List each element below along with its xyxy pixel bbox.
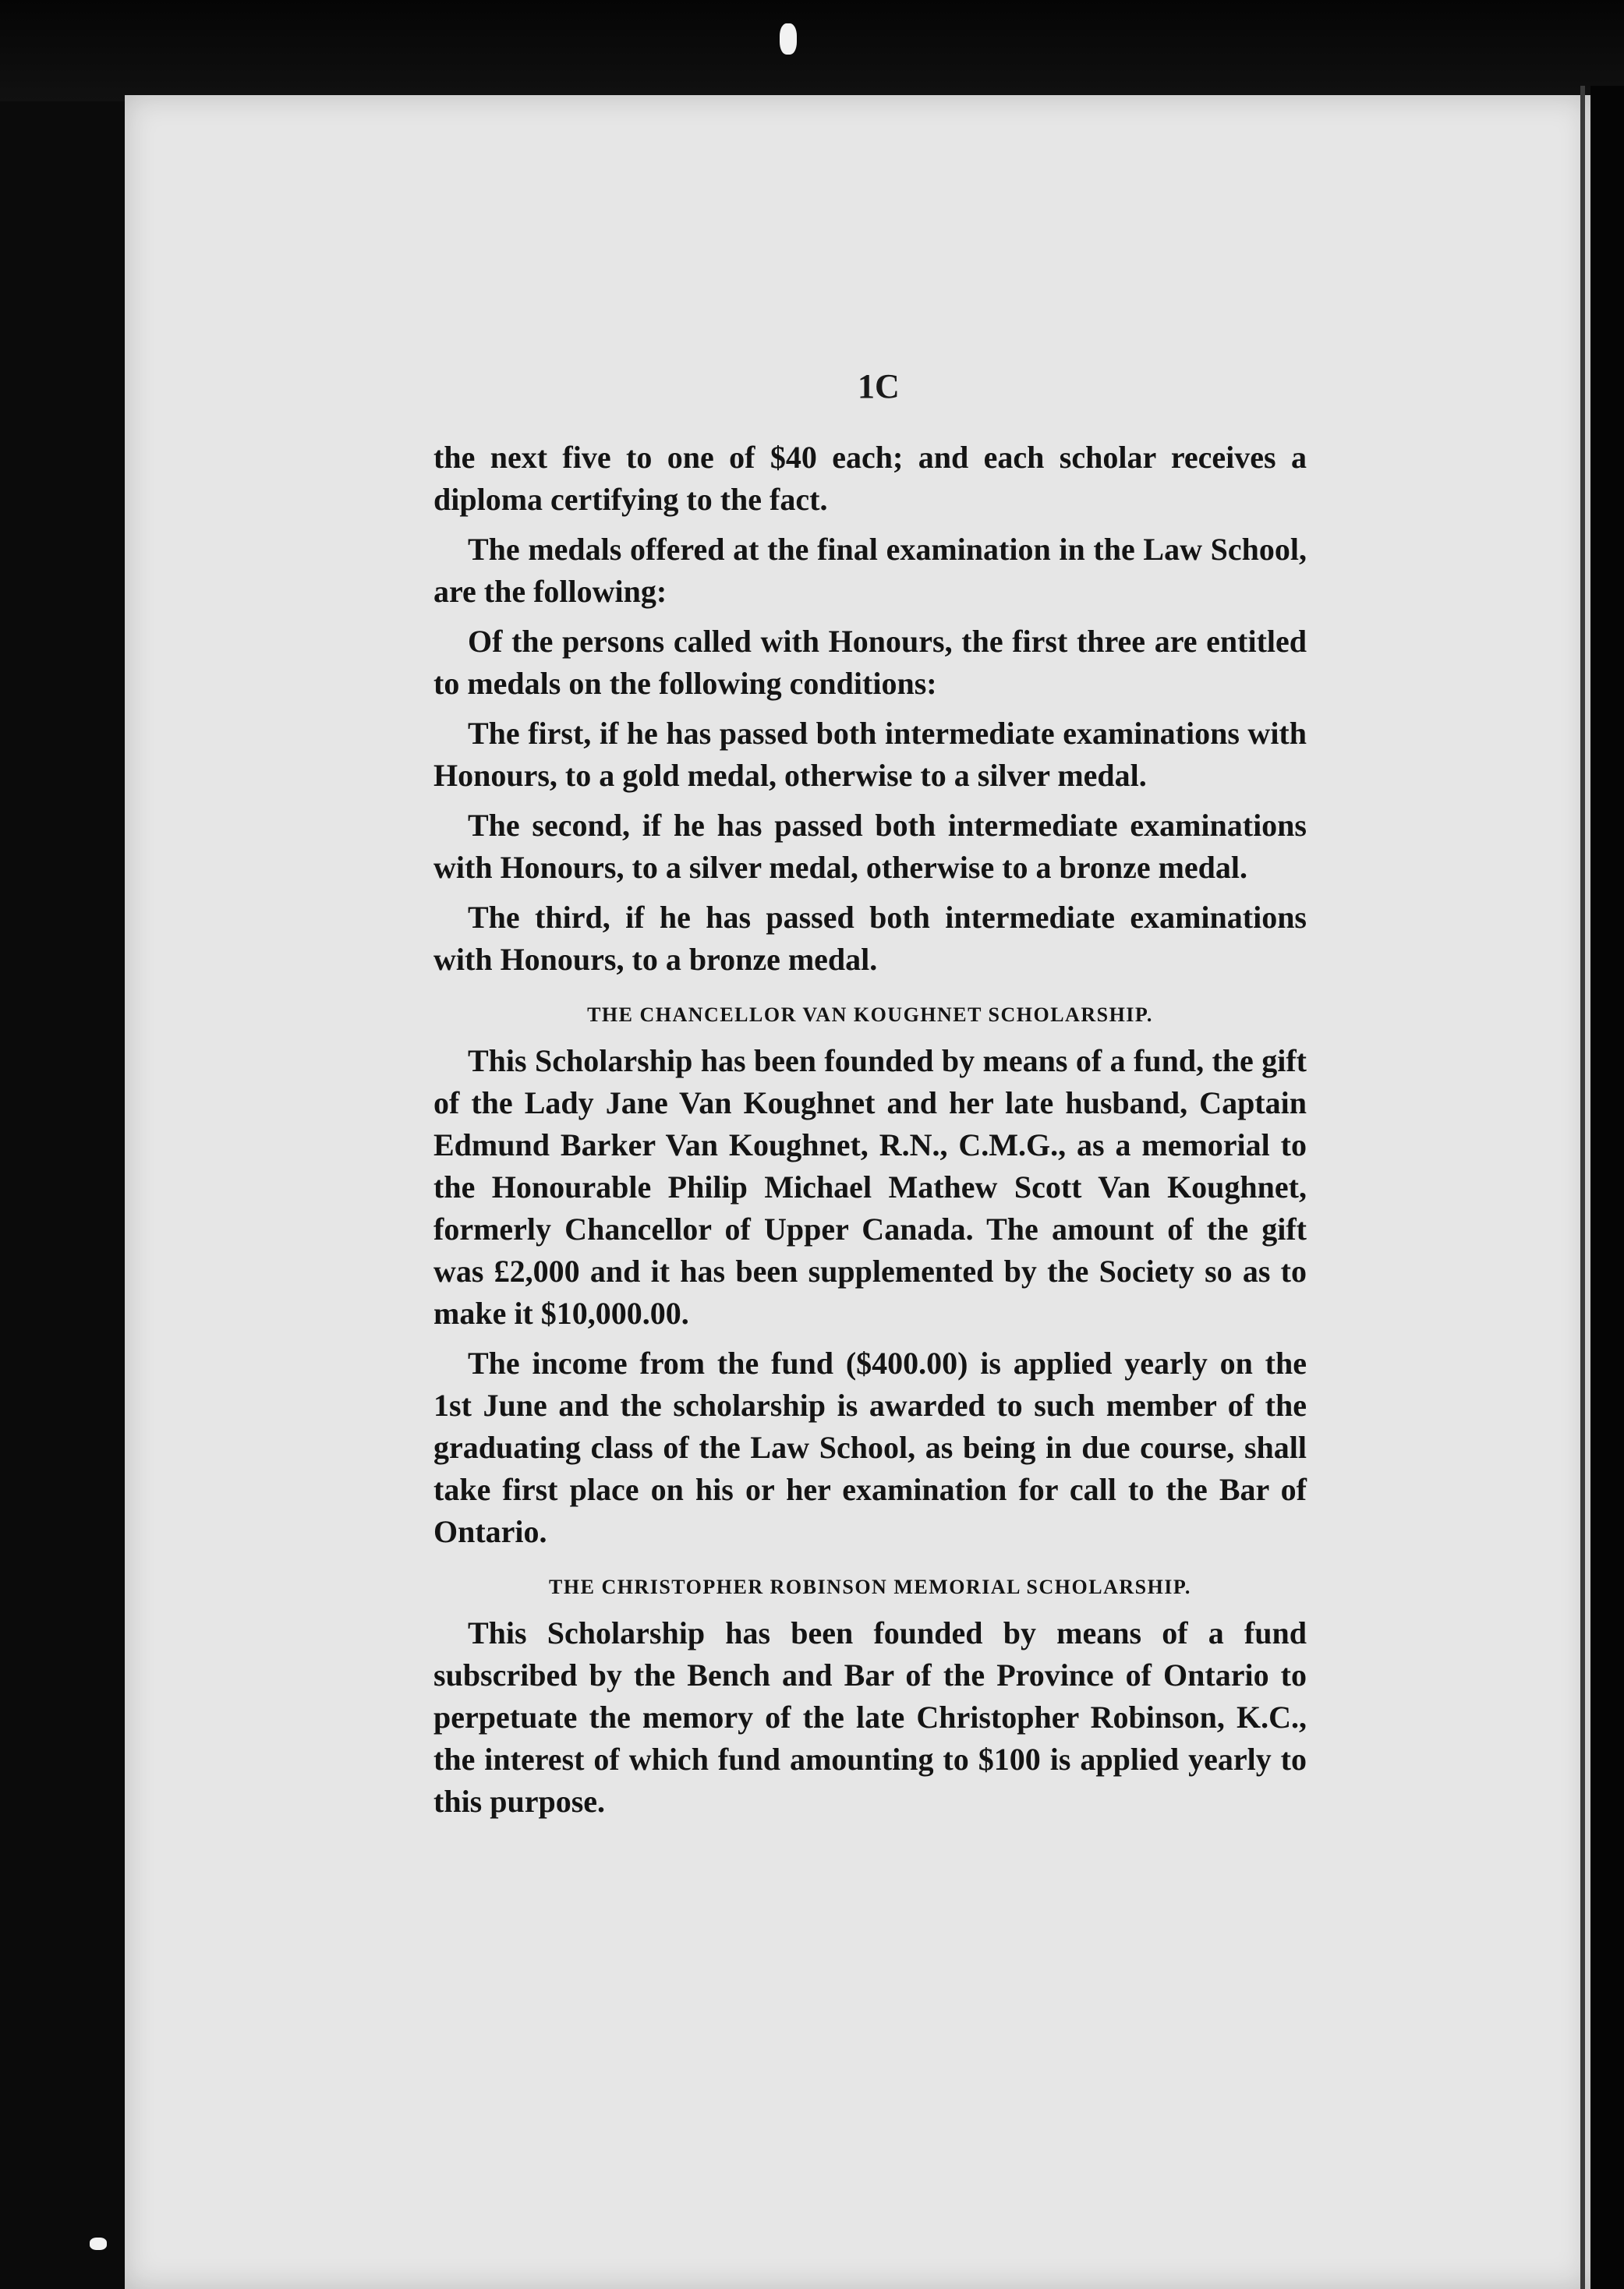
paragraph: The income from the fund ($400.00) is applied yearly on the 1st June and the scholarship is awarded to such member of the graduating class of the Law School, as being in due course, shall take first place on his or her examination for call to the Bar of Ontario.	[433, 1346, 1307, 1549]
section-heading: THE CHRISTOPHER ROBINSON MEMORIAL SCHOLARSHIP.	[549, 1576, 1191, 1598]
page-number: 1C	[858, 367, 900, 405]
page-body	[433, 437, 1307, 1831]
page-edge-line	[1580, 86, 1585, 2289]
paragraph: The medals offered at the final examination in the Law School, are the following:	[433, 532, 1307, 609]
paragraph: This Scholarship has been founded by means of a fund subscribed by the Bench and Bar of the Province of Ontario to perpetuate the memory of the late Christopher Robinson, K.C., the interest of which fund amounting to $100 is applied yearly to this purpose.	[433, 1615, 1307, 1819]
scan-speck	[780, 23, 797, 55]
scan-top-border	[0, 0, 1624, 101]
paragraph: the next five to one of $40 each; and each scholar receives a diploma certifying to the fact.	[433, 440, 1307, 517]
scan-speck	[90, 2238, 107, 2250]
paragraph: This Scholarship has been founded by means of a fund, the gift of the Lady Jane Van Koughnet and her late husband, Captain Edmund Barker Van Koughnet, R.N., C.M.G., as a memorial to the Honourable Philip Michael Mathew Scott Van Koughnet, formerly Chancellor of Upper Canada. The amount of the gift was £2,000 and it has been supplemented by the Society so as to make it $10,000.00.	[433, 1043, 1307, 1331]
scan-right-border	[1590, 86, 1624, 2289]
paragraph: The first, if he has passed both intermediate examinations with Honours, to a gold medal, otherwise to a silver medal.	[433, 716, 1307, 793]
paragraph: Of the persons called with Honours, the first three are entitled to medals on the following conditions:	[433, 624, 1307, 701]
paragraph: The third, if he has passed both intermediate examinations with Honours, to a bronze medal.	[433, 900, 1307, 977]
section-heading: THE CHANCELLOR VAN KOUGHNET SCHOLARSHIP.	[587, 1003, 1153, 1026]
paragraph: The second, if he has passed both intermediate examinations with Honours, to a silver medal, otherwise to a bronze medal.	[433, 808, 1307, 885]
